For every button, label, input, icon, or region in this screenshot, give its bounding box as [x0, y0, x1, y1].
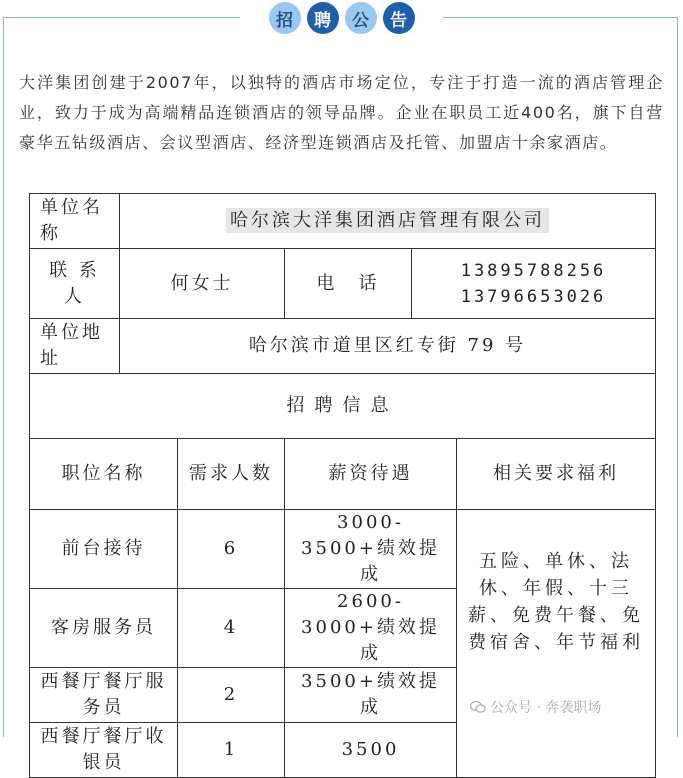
- phone-number: 13796653026: [460, 286, 607, 307]
- salary: 3000-3500+绩效提成: [285, 510, 457, 589]
- benefits: 五险、单休、法休、年假、十三薪、免费午餐、免费宿舍、年节福利: [457, 510, 656, 778]
- wechat-icon: [470, 700, 486, 714]
- header-badge: 公: [345, 2, 377, 34]
- company-name-label: 单位名称: [30, 194, 120, 249]
- company-intro: 大洋集团创建于2007年，以独特的酒店市场定位，专注于打造一流的酒店管理企业，致力于成为高端精品连锁酒店的领导品牌。企业在职员工近400名，旗下自营豪华五钻级酒店、会议型酒店、经济型连锁酒店及托管、加盟店十余家酒店。: [19, 73, 664, 152]
- salary: 3500+绩效提成: [285, 668, 457, 723]
- headcount: 6: [178, 510, 285, 589]
- position-name: 前台接待: [30, 510, 178, 589]
- column-header: 相关要求福利: [457, 439, 656, 510]
- company-address: 哈尔滨市道里区红专街 79 号: [120, 319, 656, 374]
- watermark-text: 公众号 · 奔袭职场: [490, 700, 602, 716]
- section-title: 招聘信息: [30, 374, 656, 439]
- watermark: [470, 697, 601, 717]
- position-name: 客房服务员: [30, 589, 178, 668]
- phone-number: 13895788256: [460, 260, 607, 281]
- header-badge: 聘: [307, 2, 339, 34]
- headcount: 2: [178, 668, 285, 723]
- column-header: 职位名称: [30, 439, 178, 510]
- company-name: 哈尔滨大洋集团酒店管理有限公司: [226, 208, 549, 233]
- header-badge: 招: [269, 2, 301, 34]
- header-badge: 告: [383, 2, 415, 34]
- column-header: 需求人数: [178, 439, 285, 510]
- position-name: 西餐厅餐厅服务员: [30, 668, 178, 723]
- phone-numbers: [412, 249, 656, 319]
- salary: 3500: [285, 723, 457, 778]
- column-header: 薪资待遇: [285, 439, 457, 510]
- position-name: 西餐厅餐厅收银员: [30, 723, 178, 778]
- phone-label: 电 话: [285, 249, 412, 319]
- address-label: 单位地址: [30, 319, 120, 374]
- recruitment-table: [29, 193, 656, 778]
- headcount: 1: [178, 723, 285, 778]
- salary: 2600-3000+绩效提成: [285, 589, 457, 668]
- announcement-header: [0, 0, 683, 36]
- contact-label: 联 系 人: [30, 249, 120, 319]
- headcount: 4: [178, 589, 285, 668]
- table-row: [30, 510, 656, 589]
- contact-person: 何女士: [120, 249, 285, 319]
